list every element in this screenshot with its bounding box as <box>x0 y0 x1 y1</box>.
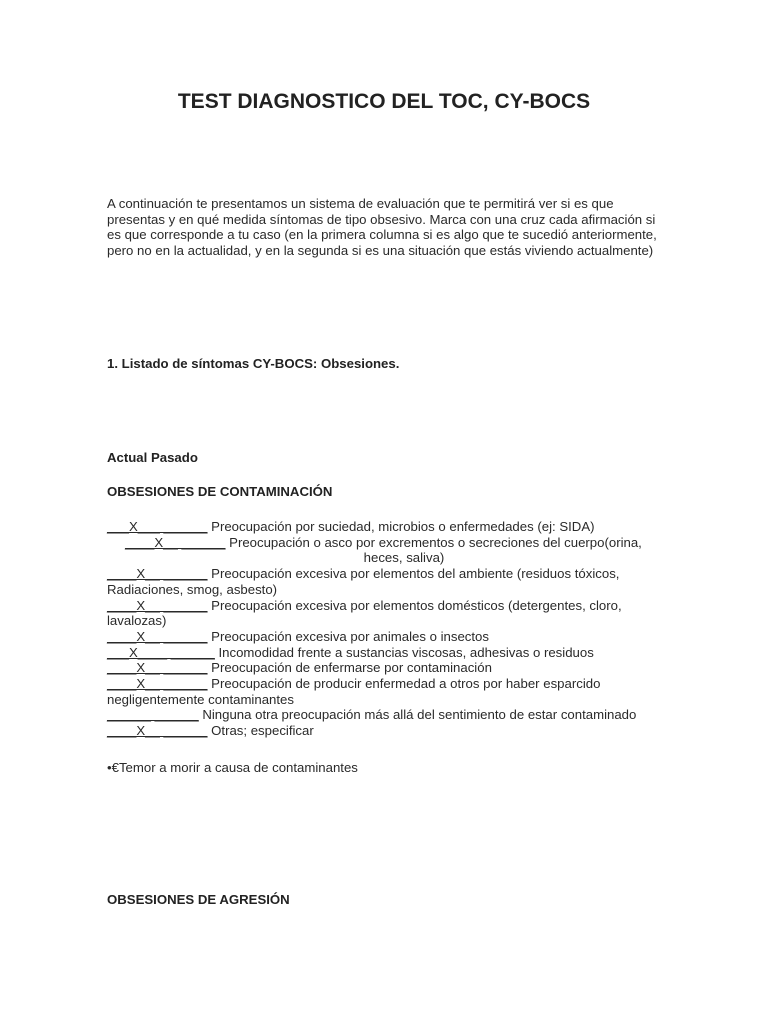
item-text: Preocupación por suciedad, microbios o enfermedades (ej: SIDA) <box>207 519 595 534</box>
item-text: Preocupación excesiva por elementos del ambiente (residuos tóxicos, Radiaciones, smog, asbesto) <box>107 566 620 597</box>
bullet-item: •€Temor a morir a causa de contaminantes <box>107 760 358 775</box>
item-text: Preocupación o asco por excrementos o secreciones del cuerpo(orina, <box>225 534 642 550</box>
list-item <box>107 645 663 661</box>
item-text: Preocupación excesiva por elementos domésticos (detergentes, cloro, lavalozas) <box>107 597 622 629</box>
contamination-heading: OBSESIONES DE CONTAMINACIÓN <box>107 484 333 499</box>
section-heading-obsessions: 1. Listado de síntomas CY-BOCS: Obsesiones. <box>107 356 400 371</box>
item-text: Preocupación de producir enfermedad a otros por haber esparcido negligentemente contaminantes <box>107 676 601 707</box>
checkbox-marks: ____X__ ______ <box>107 566 208 582</box>
checkbox-marks: ___X___ ______ <box>107 519 208 534</box>
list-item <box>107 629 663 645</box>
intro-paragraph: A continuación te presentamos un sistema de evaluación que te permitirá ver si es que presentas y en qué medida síntomas de tipo obsesivo. Marca con una cruz cada afirmación si es que corresponde a tu caso (en la primera columna si es algo que te sucedió anteriormente, pero no en la actualidad, y en la segunda si es una situación que estás viviendo actualmente) <box>107 196 657 259</box>
list-item <box>107 660 663 676</box>
aggression-heading: OBSESIONES DE AGRESIÓN <box>107 892 290 907</box>
item-text: Ninguna otra preocupación más allá del sentimiento de estar contaminado <box>198 707 637 723</box>
item-text: Preocupación de enfermarse por contaminación <box>207 660 492 676</box>
checkbox-marks: ___X____ ______ <box>107 644 215 660</box>
contamination-item-list <box>107 519 663 739</box>
checkbox-marks: ______ ______ <box>107 707 199 723</box>
checkbox-marks: ____X__ ______ <box>107 597 208 613</box>
checkbox-marks: ____X__ ______ <box>107 660 208 676</box>
list-item <box>107 566 663 597</box>
list-item <box>107 535 663 566</box>
list-item <box>107 723 663 739</box>
item-text-continuation: heces, saliva) <box>363 550 445 566</box>
checkbox-marks: ____X__ ______ <box>107 723 208 739</box>
list-item <box>107 676 663 707</box>
checkbox-marks: ____X__ ______ <box>107 628 208 644</box>
item-text: Incomodidad frente a sustancias viscosas, adhesivas o residuos <box>214 644 594 660</box>
list-item <box>107 707 663 723</box>
list-item <box>107 598 663 629</box>
list-item <box>107 519 663 535</box>
columns-heading: Actual Pasado <box>107 450 198 465</box>
checkbox-marks: ____X__ ______ <box>125 534 226 550</box>
item-text: Otras; especificar <box>207 723 314 739</box>
checkbox-marks: ____X__ ______ <box>107 676 208 692</box>
item-text: Preocupación excesiva por animales o insectos <box>207 628 489 644</box>
document-title: TEST DIAGNOSTICO DEL TOC, CY-BOCS <box>177 90 591 113</box>
